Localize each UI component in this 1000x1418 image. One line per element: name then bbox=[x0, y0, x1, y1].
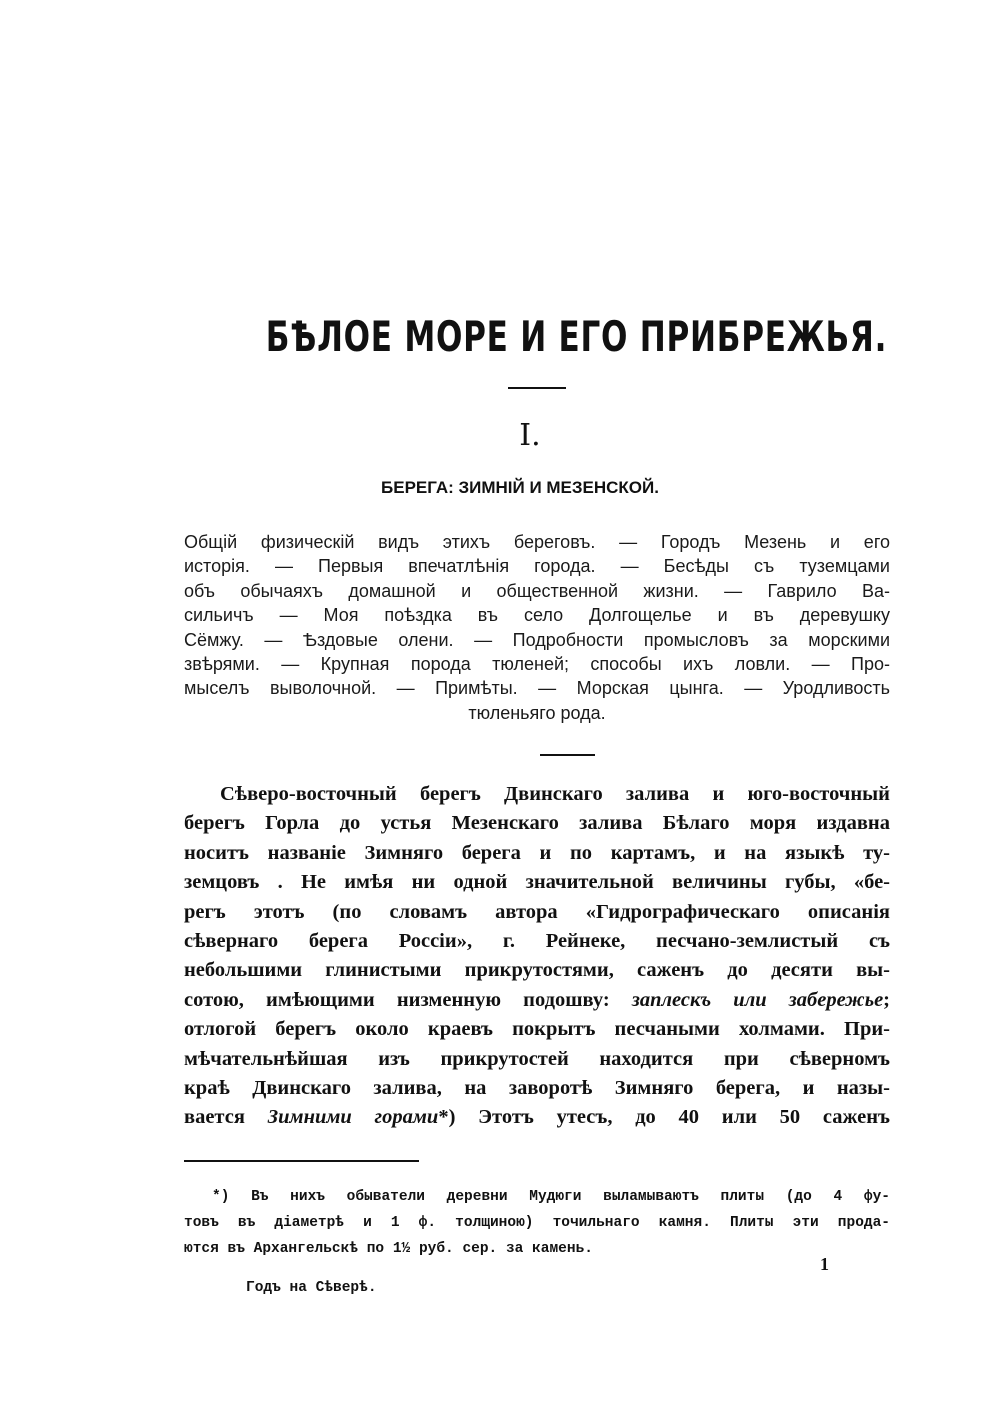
italic-connector: или bbox=[711, 988, 789, 1011]
footnote-line: *) Въ нихъ обыватели деревни Мудюги выламываютъ плиты (до 4 фу- bbox=[212, 1189, 890, 1205]
summary-line: мыселъ выволочной. — Примѣты. — Морская цынга. — Уродливость bbox=[184, 678, 890, 699]
summary-line: звѣрями. — Крупная порода тюленей; способы ихъ ловли. — Про- bbox=[184, 654, 890, 675]
summary-line: тюленьяго рода. bbox=[468, 702, 606, 723]
punctuation: ; bbox=[883, 988, 890, 1011]
body-line-text: *) Этотъ утесъ, до 40 или 50 саженъ bbox=[438, 1106, 890, 1129]
body-line: мѣчательнѣйшая изъ прикрутостей находится при сѣверномъ bbox=[184, 1047, 890, 1070]
body-line-text: вается bbox=[184, 1106, 268, 1129]
signature-mark: Годъ на Сѣверѣ. bbox=[246, 1280, 377, 1296]
footnote-line: ются въ Архангельскѣ по 1½ руб. сер. за камень. bbox=[184, 1241, 593, 1257]
body-line: берегъ Горла до устья Мезенскаго залива Бѣлаго моря издавна bbox=[184, 812, 890, 835]
body-line-text: сотою, имѣющими низменную подошву: bbox=[184, 988, 632, 1011]
body-line: краѣ Двинскаго залива, на заворотѣ Зимняго берега, и назы- bbox=[184, 1077, 890, 1100]
body-line bbox=[184, 1103, 890, 1132]
body-line: отлогой берегъ около краевъ покрытъ песчаными холмами. При- bbox=[184, 1018, 890, 1041]
summary-line: исторія. — Первыя впечатлѣнія города. — Бесѣды съ туземцами bbox=[184, 556, 890, 577]
footnote bbox=[184, 1184, 890, 1262]
chapter-title: БЕРЕГА: ЗИМНІЙ И МЕЗЕНСКОЙ. bbox=[381, 478, 659, 497]
body-paragraph bbox=[184, 780, 890, 1133]
footnote-divider bbox=[184, 1160, 419, 1162]
footnote-line: товъ въ діаметрѣ и 1 ф. толщиною) точильнаго камня. Плиты эти прода- bbox=[184, 1215, 890, 1231]
italic-term: Зимними горами bbox=[267, 1106, 439, 1129]
title-divider bbox=[508, 387, 566, 389]
italic-term: заплескъ bbox=[631, 988, 712, 1011]
chapter-number: I. bbox=[519, 418, 541, 453]
body-line: носитъ названіе Зимняго берега и по картамъ, и на языкѣ ту- bbox=[184, 841, 890, 864]
body-line: сѣвернаго берега Россіи», г. Рейнеке, песчано-землистый съ bbox=[184, 930, 890, 953]
summary-line: объ обычаяхъ домашной и общественной жизни. — Гаврило Ва- bbox=[184, 580, 890, 601]
chapter-summary bbox=[184, 530, 890, 725]
body-line: земцовъ . Не имѣя ни одной значительной величины губы, «бе- bbox=[184, 871, 890, 894]
summary-line: сильичъ — Моя поѣздка въ село Долгощелье и въ деревушку bbox=[184, 605, 890, 626]
body-line: Сѣверо-восточный берегъ Двинскаго залива и юго-восточный bbox=[220, 783, 890, 805]
summary-divider bbox=[540, 754, 595, 756]
page-number: 1 bbox=[820, 1254, 829, 1274]
summary-line: Сёмжу. — Ѣздовые олени. — Подробности промысловъ за морскими bbox=[184, 629, 890, 650]
body-line: небольшими глинистыми прикрутостями, саженъ до десяти вы- bbox=[184, 959, 890, 982]
body-line bbox=[184, 986, 890, 1015]
page-title: БѢЛОЕ МОРЕ И ЕГО ПРИБРЕЖЬЯ. bbox=[265, 312, 888, 361]
italic-term: забережье bbox=[788, 988, 884, 1011]
body-line: регъ этотъ (по словамъ автора «Гидрографическаго описанія bbox=[184, 900, 890, 923]
summary-line: Общій физическій видъ этихъ береговъ. — Городъ Мезень и его bbox=[184, 532, 890, 552]
